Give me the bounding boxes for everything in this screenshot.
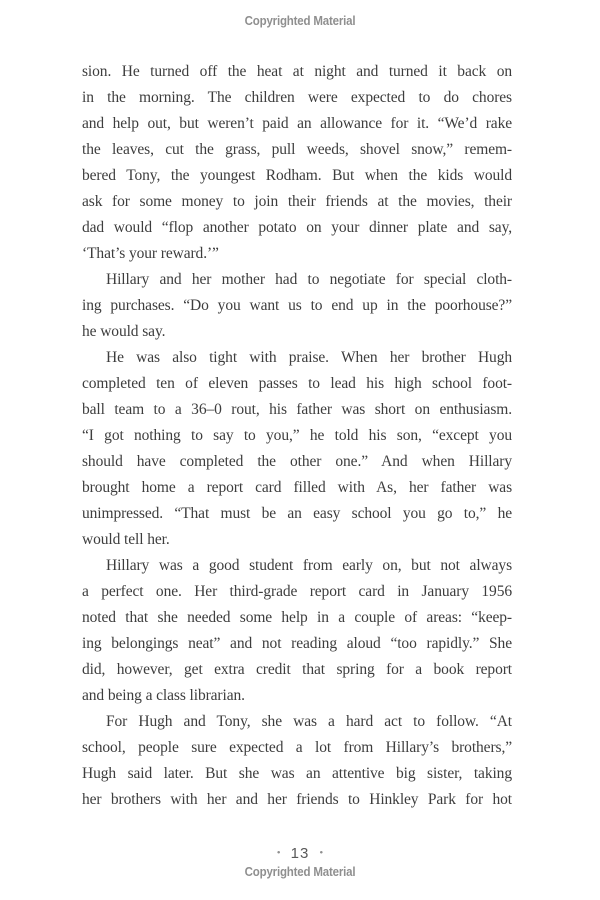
page-footer: [0, 845, 600, 863]
text-line: sion. He turned off the heat at night and turned it back on: [82, 63, 512, 80]
text-line: a perfect one. Her third-grade report card in January 1956: [82, 583, 512, 600]
text-line: ing purchases. “Do you want us to end up in the poorhouse?”: [82, 297, 512, 314]
text-line: completed ten of eleven passes to lead his high school foot-: [82, 375, 512, 392]
text-line: dad would “flop another potato on your dinner plate and say,: [82, 219, 512, 236]
text-line: For Hugh and Tony, she was a hard act to follow. “At: [106, 713, 512, 730]
text-line: ing belongings neat” and not reading aloud “too rapidly.” She: [82, 635, 512, 652]
page-text: [82, 59, 512, 813]
text-line: Hillary and her mother had to negotiate for special cloth-: [106, 271, 512, 288]
text-line: and being a class librarian.: [82, 687, 245, 704]
text-line: Hugh said later. But she was an attentive big sister, taking: [82, 765, 512, 782]
text-line: ball team to a 36–0 rout, his father was short on enthusiasm.: [82, 401, 512, 418]
text-line: in the morning. The children were expected to do chores: [82, 89, 512, 106]
text-line: and help out, but weren’t paid an allowance for it. “We’d rake: [82, 115, 512, 132]
text-line: brought home a report card filled with As, her father was: [82, 479, 512, 496]
text-line: should have completed the other one.” And when Hillary: [82, 453, 512, 470]
text-line: Hillary was a good student from early on, but not always: [106, 557, 512, 574]
text-line: unimpressed. “That must be an easy school you go to,” he: [82, 505, 512, 522]
watermark-top: Copyrighted Material: [244, 14, 356, 28]
text-line: he would say.: [82, 323, 166, 340]
text-line: school, people sure expected a lot from Hillary’s brothers,”: [82, 739, 512, 756]
text-line: bered Tony, the youngest Rodham. But when the kids would: [82, 167, 512, 184]
folio-dot-right-icon: •: [319, 847, 324, 859]
text-line: ask for some money to join their friends at the movies, their: [82, 193, 512, 210]
text-line: would tell her.: [82, 531, 170, 548]
text-line: the leaves, cut the grass, pull weeds, shovel snow,” remem-: [82, 141, 512, 158]
text-line: ‘That’s your reward.’”: [82, 245, 219, 262]
text-line: her brothers with her and her friends to Hinkley Park for hot: [82, 791, 512, 808]
folio-dot-left-icon: •: [276, 847, 281, 859]
text-line: noted that she needed some help in a couple of areas: “keep-: [82, 609, 512, 626]
text-line: did, however, get extra credit that spring for a book report: [82, 661, 512, 678]
text-line: He was also tight with praise. When her brother Hugh: [106, 349, 512, 366]
page-number: 13: [290, 845, 310, 862]
watermark-bottom: Copyrighted Material: [244, 865, 356, 879]
text-line: “I got nothing to say to you,” he told his son, “except you: [82, 427, 512, 444]
